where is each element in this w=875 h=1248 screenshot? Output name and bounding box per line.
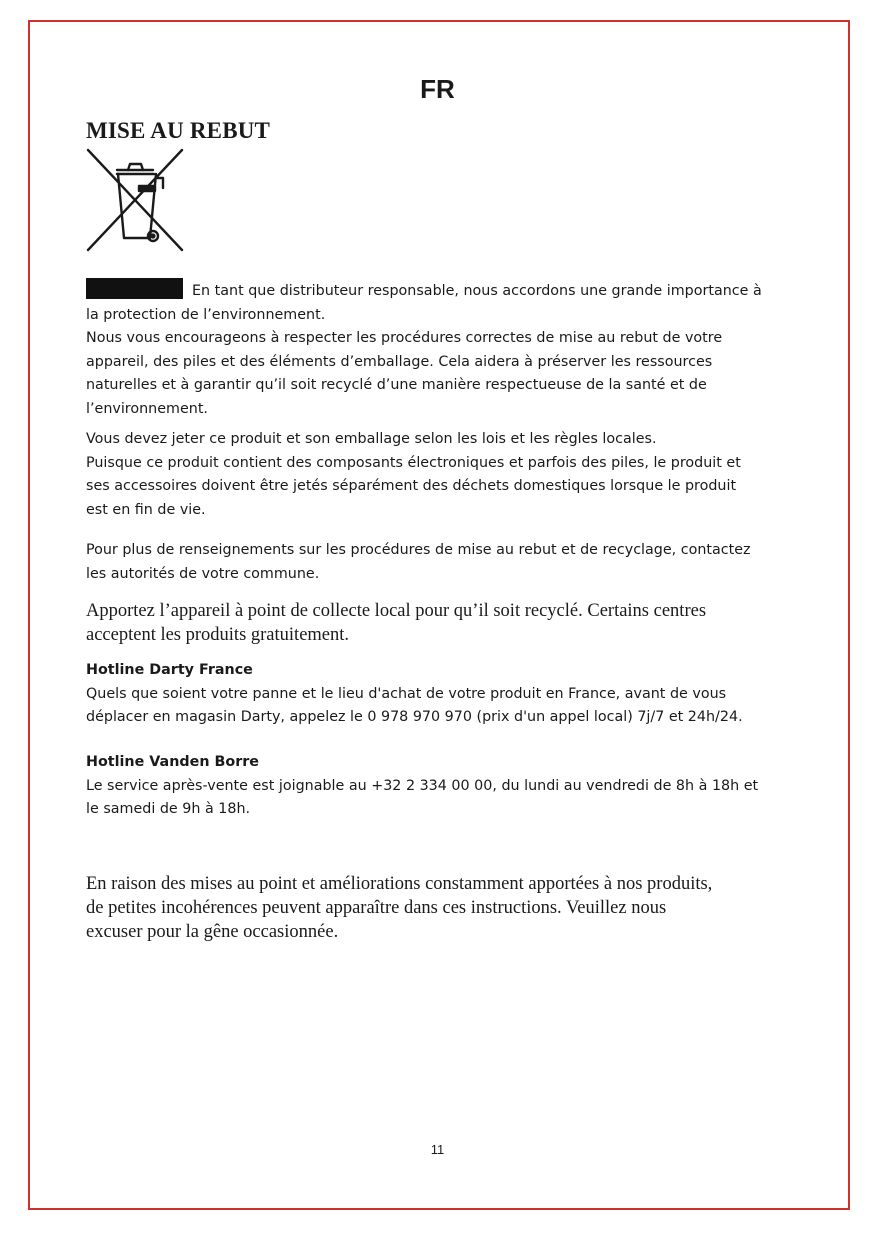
intro-line-3: Nous vous encourageons à respecter les procédures correctes de mise au rebut de votre	[86, 330, 723, 346]
disclaimer-paragraph	[86, 872, 816, 944]
laws-line-4: est en fin de vie.	[86, 501, 206, 518]
hotline-darty-section	[86, 659, 796, 730]
hotline-vanden-section	[86, 751, 796, 822]
intro-paragraph	[86, 278, 796, 421]
intro-line-1: En tant que distributeur responsable, nous accordons une grande importance à	[86, 278, 796, 304]
disclaimer-line-2: de petites incohérences peuvent apparaître dans ces instructions. Veuillez nous	[86, 898, 667, 918]
redacted-brand-logo	[86, 278, 183, 299]
collect-paragraph	[86, 599, 816, 647]
disclaimer-line-1: En raison des mises au point et améliorations constamment apportées à nos produits,	[86, 874, 713, 894]
info-paragraph	[86, 539, 796, 586]
intro-line-6: l’environnement.	[86, 400, 208, 417]
page-number: 11	[430, 1142, 445, 1157]
hotline-darty-title: Hotline Darty France	[86, 662, 253, 678]
intro-line-4: appareil, des piles et des éléments d’emballage. Cela aidera à préserver les ressources	[86, 353, 713, 370]
hotline-vanden-line-1: Le service après-vente est joignable au +32 2 334 00 00, du lundi au vendredi de 8h à 18h et	[86, 777, 759, 794]
intro-line-2: la protection de l’environnement.	[86, 306, 326, 323]
laws-paragraph	[86, 428, 796, 522]
info-line-2: les autorités de votre commune.	[86, 565, 320, 582]
section-heading: MISE AU REBUT	[86, 118, 271, 143]
hotline-vanden-title: Hotline Vanden Borre	[86, 754, 259, 770]
language-label: FR	[420, 74, 455, 104]
hotline-vanden-line-2: le samedi de 9h à 18h.	[86, 801, 251, 817]
crossed-out-wheelie-bin-icon	[84, 146, 186, 254]
hotline-darty-line-2: déplacer en magasin Darty, appelez le 0 978 970 970 (prix d'un appel local) 7j/7 et 24h/24.	[86, 709, 743, 725]
hotline-darty-line-1: Quels que soient votre panne et le lieu d'achat de votre produit en France, avant de vous	[86, 685, 727, 702]
info-line-1: Pour plus de renseignements sur les procédures de mise au rebut et de recyclage, contactez	[86, 542, 751, 558]
disclaimer-line-3: excuser pour la gêne occasionnée.	[86, 922, 339, 942]
laws-line-2: Puisque ce produit contient des composants électroniques et parfois des piles, le produit et	[86, 454, 741, 471]
laws-line-3: ses accessoires doivent être jetés séparément des déchets domestiques lorsque le produit	[86, 478, 737, 494]
collect-line-2: acceptent les produits gratuitement.	[86, 625, 350, 645]
intro-line-5: naturelles et à garantir qu’il soit recyclé d’une manière respectueuse de la santé et de	[86, 377, 707, 393]
laws-line-1: Vous devez jeter ce produit et son emballage selon les lois et les règles locales.	[86, 431, 657, 447]
collect-line-1: Apportez l’appareil à point de collecte local pour qu’il soit recyclé. Certains centres	[86, 601, 707, 621]
